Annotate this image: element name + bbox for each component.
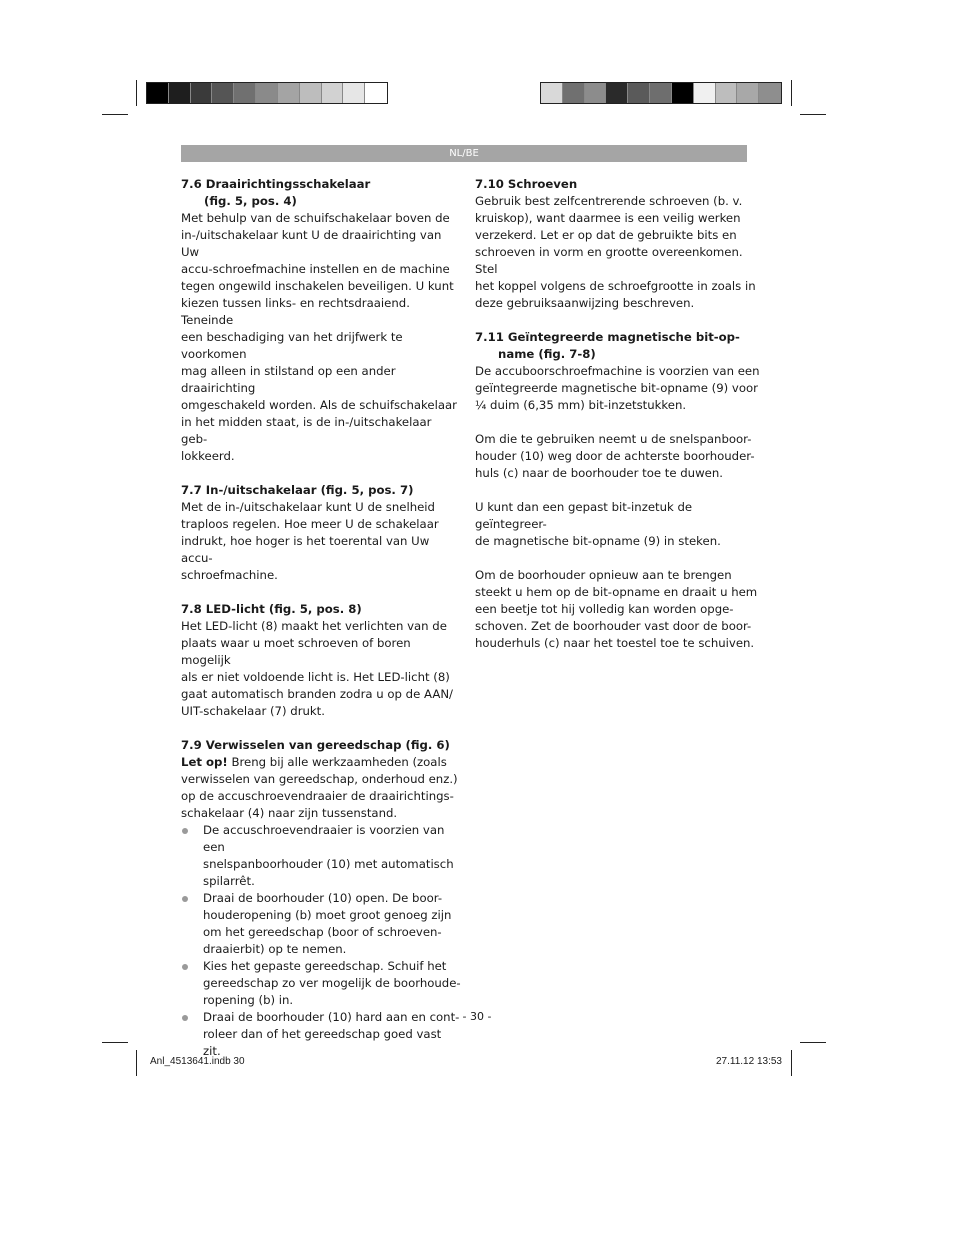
text-line: geïntegreerde magnetische bit-opname (9) voor xyxy=(475,381,758,395)
text-line: op de accuschroevendraaier de draairichtings- xyxy=(181,789,454,803)
color-swatch xyxy=(147,83,169,103)
crop-mark xyxy=(800,114,826,115)
section-body-7-11-p2 xyxy=(475,431,760,482)
text-line: ¼ duim (6,35 mm) bit-inzetstukken. xyxy=(475,398,687,412)
page-number: - 30 - xyxy=(462,1010,492,1023)
text-line: Om die te gebruiken neemt u de snelspanboor- xyxy=(475,432,752,446)
text-line: snelspanboorhouder (10) met automatisch xyxy=(203,857,454,871)
left-column xyxy=(181,176,461,1060)
color-swatch xyxy=(716,83,738,103)
text-line: het koppel volgens de schroefgrootte in zoals in xyxy=(475,279,756,293)
text-line: indrukt, hoe hoger is het toerental van Uw accu- xyxy=(181,534,430,565)
text-line: omgeschakeld worden. Als de schuifschakelaar xyxy=(181,398,457,412)
crop-mark xyxy=(136,80,137,106)
text-line: Met de in-/uitschakelaar kunt U de snelheid xyxy=(181,500,435,514)
list-item xyxy=(181,958,461,1009)
text-line: Kies het gepaste gereedschap. Schuif het xyxy=(203,959,447,973)
section-body-7-6 xyxy=(181,210,461,465)
color-swatch xyxy=(300,83,322,103)
color-swatch xyxy=(365,83,387,103)
language-header-bar: NL/BE xyxy=(181,145,747,162)
text-line: De accuschroevendraaier is voorzien van een xyxy=(203,823,445,854)
text-line: spilarrêt. xyxy=(203,874,255,888)
text-line: U kunt dan een gepast bit-inzetuk de geïntegreer- xyxy=(475,500,693,531)
color-swatch xyxy=(694,83,716,103)
bullet-icon xyxy=(182,896,188,902)
text-line: een beschadiging van het drijfwerk te voorkomen xyxy=(181,330,403,361)
section-heading-7-10: 7.10 Schroeven xyxy=(475,177,578,191)
warning-line: Let op! Breng bij alle werkzaamheden (zoals xyxy=(181,755,447,769)
text-line: kruiskop), want daarmee is een veilig werken xyxy=(475,211,741,225)
text-line: roleer dan of het gereedschap goed vast zit. xyxy=(203,1027,442,1058)
color-swatch xyxy=(191,83,213,103)
list-item xyxy=(181,822,461,890)
text-line: accu-schroefmachine instellen en de machine xyxy=(181,262,450,276)
crop-mark xyxy=(800,1042,826,1043)
text-line: houderhuls (c) naar het toestel toe te schuiven. xyxy=(475,636,755,650)
text-line: schroefmachine. xyxy=(181,568,278,582)
color-swatch xyxy=(169,83,191,103)
crop-mark xyxy=(791,1050,792,1076)
section-heading-7-8: 7.8 LED-licht (fig. 5, pos. 8) xyxy=(181,602,362,616)
section-body-7-10 xyxy=(475,193,760,312)
text-line: houderopening (b) moet groot genoeg zijn xyxy=(203,908,452,922)
color-swatch xyxy=(541,83,563,103)
text-line: een beetje tot hij volledig kan worden opge- xyxy=(475,602,734,616)
color-swatch xyxy=(759,83,781,103)
color-swatch xyxy=(563,83,585,103)
color-swatch xyxy=(585,83,607,103)
color-swatch xyxy=(256,83,278,103)
section-body-7-7 xyxy=(181,499,461,584)
text-line: schakelaar (4) naar zijn tussenstand. xyxy=(181,806,398,820)
text-line: steekt u hem op de bit-opname en draait u hem xyxy=(475,585,758,599)
text-line: draaierbit) op te nemen. xyxy=(203,942,347,956)
text-line: ropening (b) in. xyxy=(203,993,294,1007)
color-calibration-strip-right xyxy=(540,82,782,104)
crop-mark xyxy=(791,80,792,106)
section-heading-7-11: 7.11 Geïntegreerde magnetische bit-op- name (fig. 7-8) xyxy=(475,330,740,361)
right-column xyxy=(475,176,760,652)
text-line: UIT-schakelaar (7) drukt. xyxy=(181,704,325,718)
color-swatch xyxy=(343,83,365,103)
text-line: in-/uitschakelaar kunt U de draairichting van Uw xyxy=(181,228,442,259)
color-swatch xyxy=(322,83,344,103)
text-line: Draai de boorhouder (10) hard aan en cont- xyxy=(203,1010,460,1024)
text-line: schroeven in vorm en grootte overeenkomen. Stel xyxy=(475,245,743,276)
text-line: kiezen tussen links- en rechtsdraaiend. Teneinde xyxy=(181,296,410,327)
text-line: om het gereedschap (boor of schroeven- xyxy=(203,925,442,939)
list-item xyxy=(181,890,461,958)
text-line: lokkeerd. xyxy=(181,449,235,463)
section-body-7-11-p4 xyxy=(475,567,760,652)
bullet-icon xyxy=(182,828,188,834)
section-heading-7-7: 7.7 In-/uitschakelaar (fig. 5, pos. 7) xyxy=(181,483,414,497)
color-swatch xyxy=(234,83,256,103)
section-body-7-11-p1 xyxy=(475,363,760,414)
text-line: Het LED-licht (8) maakt het verlichten van de xyxy=(181,619,447,633)
text-line: verzekerd. Let er op dat de gebruikte bits en xyxy=(475,228,737,242)
text-line: Met behulp van de schuifschakelaar boven de xyxy=(181,211,450,225)
crop-mark xyxy=(136,1050,137,1076)
color-swatch xyxy=(650,83,672,103)
text-line: deze gebruiksaanwijzing beschreven. xyxy=(475,296,695,310)
text-line: de magnetische bit-opname (9) in steken. xyxy=(475,534,721,548)
text-line: verwisselen van gereedschap, onderhoud enz.) xyxy=(181,772,458,786)
crop-mark xyxy=(102,114,128,115)
color-swatch xyxy=(278,83,300,103)
text-line: De accuboorschroefmachine is voorzien van een xyxy=(475,364,760,378)
text-line: mag alleen in stilstand op een ander draairichting xyxy=(181,364,396,395)
section-body-7-8 xyxy=(181,618,461,720)
bullet-icon xyxy=(182,964,188,970)
color-swatch xyxy=(737,83,759,103)
section-heading-7-9: 7.9 Verwisselen van gereedschap (fig. 6) xyxy=(181,738,450,752)
footer-file-info: Anl_4513641.indb 30 xyxy=(150,1056,245,1067)
text-line: Om de boorhouder opnieuw aan te brengen xyxy=(475,568,732,582)
warning-label: Let op! xyxy=(181,755,228,769)
section-body-7-11-p3 xyxy=(475,499,760,550)
text-line: Gebruik best zelfcentrerende schroeven (b. v. xyxy=(475,194,743,208)
text-line: plaats waar u moet schroeven of boren mogelijk xyxy=(181,636,411,667)
text-line: in het midden staat, is de in-/uitschakelaar geb- xyxy=(181,415,432,446)
bullet-list-7-9 xyxy=(181,822,461,1060)
text-line: gereedschap zo ver mogelijk de boorhoude- xyxy=(203,976,461,990)
text-line: Draai de boorhouder (10) open. De boor- xyxy=(203,891,443,905)
text-line: huls (c) naar de boorhouder toe te duwen. xyxy=(475,466,723,480)
section-body-7-9 xyxy=(181,771,461,822)
text-line: als er niet voldoende licht is. Het LED-licht (8) xyxy=(181,670,450,684)
color-swatch xyxy=(606,83,628,103)
color-calibration-strip-left xyxy=(146,82,388,104)
color-swatch xyxy=(628,83,650,103)
color-swatch xyxy=(672,83,694,103)
crop-mark xyxy=(102,1042,128,1043)
text-line: traploos regelen. Hoe meer U de schakelaar xyxy=(181,517,439,531)
text-line: tegen ongewild inschakelen beveiligen. U kunt xyxy=(181,279,454,293)
color-swatch xyxy=(212,83,234,103)
text-line: gaat automatisch branden zodra u op de AAN/ xyxy=(181,687,453,701)
section-heading-7-6: 7.6 Draairichtingsschakelaar (fig. 5, pos. 4) xyxy=(181,177,371,208)
footer-datetime: 27.11.12 13:53 xyxy=(716,1056,782,1067)
text-line: schoven. Zet de boorhouder vast door de boor- xyxy=(475,619,752,633)
text-line: houder (10) weg door de achterste boorhouder- xyxy=(475,449,755,463)
